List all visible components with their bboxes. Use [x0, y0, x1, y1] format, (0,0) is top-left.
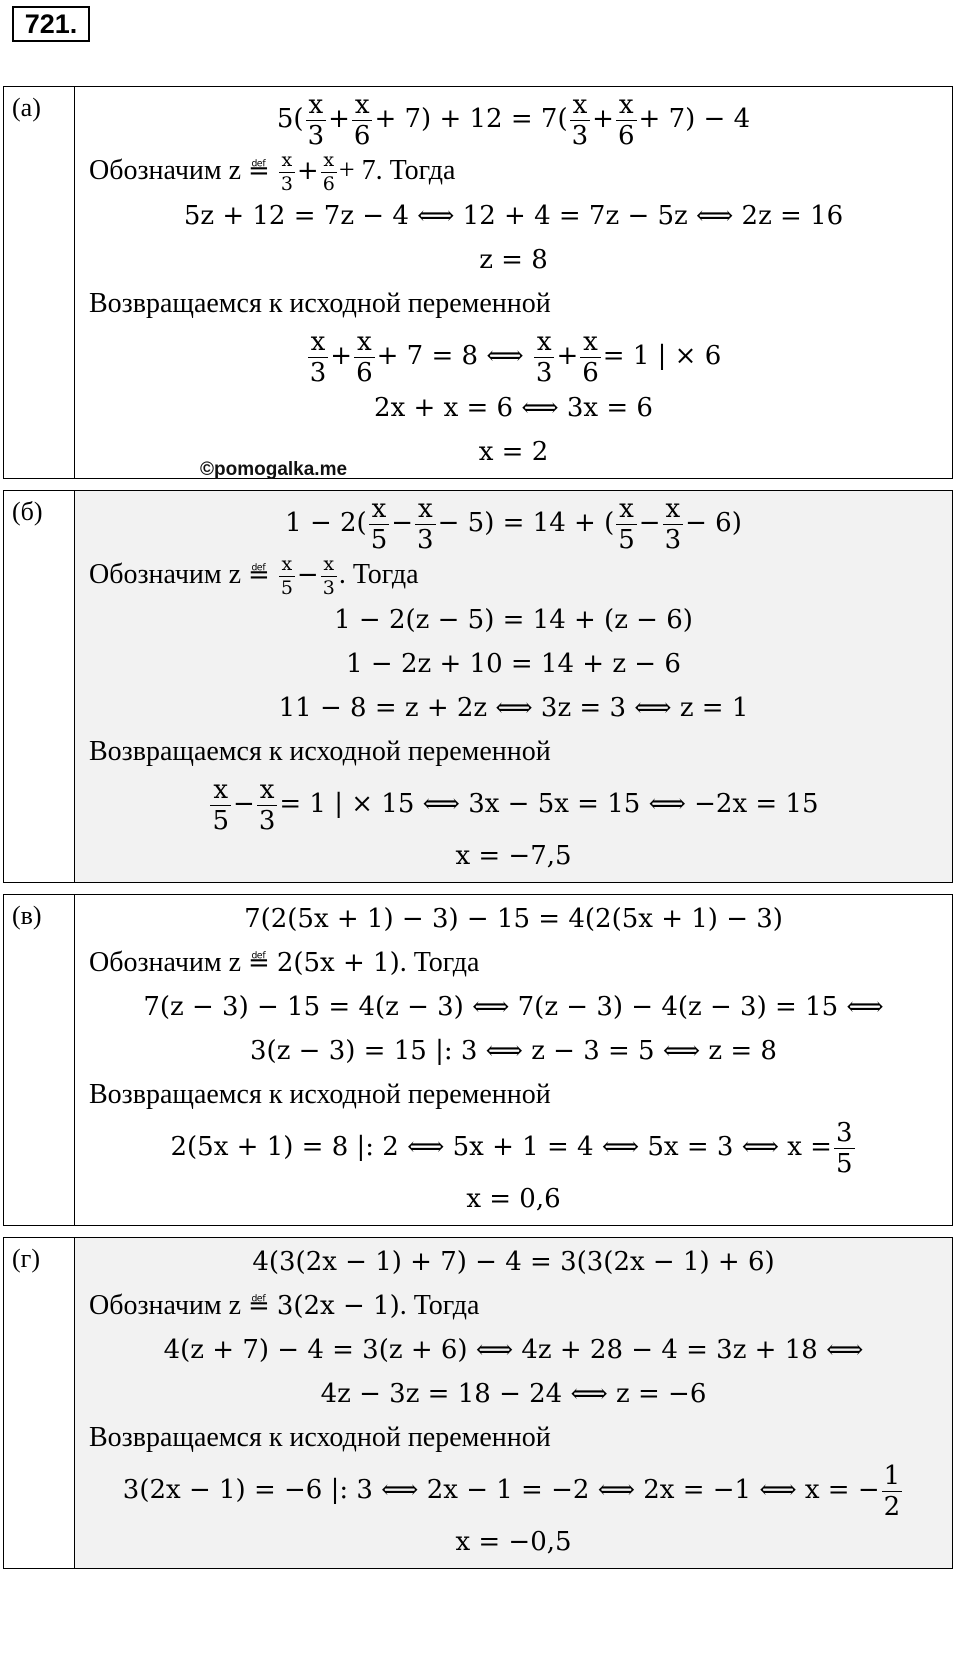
answer-line: x = −7,5	[455, 841, 572, 872]
solution-table-g	[3, 1237, 953, 1569]
solution-table-b	[3, 490, 953, 883]
return-text: Возвращаемся к исходной переменной	[89, 1079, 551, 1110]
answer-line: x = 2	[478, 437, 549, 468]
return-text: Возвращаемся к исходной переменной	[89, 736, 551, 768]
equation-g-back: 3(2x − 1) = −6 |: 3 ⟺ 2x − 1 = −2 ⟺ 2x = −1 ⟺ x = − $\frac{1}{2}$	[122, 1460, 901, 1522]
step-line: 3(z − 3) = 15 |: 3 ⟺ z − 3 = 5 ⟺ z = 8	[250, 1036, 777, 1066]
equation-b-back: $\frac{x}{5}$ − $\frac{x}{3}$ = 1 | × 15 ⟺ 3x − 5x = 15 ⟺ −2x = 15	[212, 774, 819, 836]
step-line: 7(z − 3) − 15 = 4(z − 3) ⟺ 7(z − 3) − 4(z − 3) = 15 ⟺	[143, 992, 884, 1022]
substitution-intro-v: Обозначим z ≝ 2(5x + 1). Тогда	[89, 947, 480, 978]
step-line: 1 − 2z + 10 = 14 + z − 6	[346, 649, 681, 680]
part-label-g: (г)	[4, 1238, 75, 1569]
part-body-v	[75, 895, 953, 1226]
part-label-a: (а)	[4, 87, 75, 479]
equation-a-back: $\frac{x}{3}$ + $\frac{x}{6}$ + 7 = 8 ⟺ $\frac{x}{3}$ + $\frac{x}{6}$ = 1 | × 6	[309, 326, 722, 388]
part-body-g	[75, 1238, 953, 1569]
equation-v-original: 7(2(5x + 1) − 3) − 15 = 4(2(5x + 1) − 3)	[244, 904, 783, 934]
step-line: 4z − 3z = 18 − 24 ⟺ z = −6	[320, 1379, 707, 1409]
answer-line: x = 0,6	[466, 1184, 561, 1214]
equation-a-original: 5( $\frac{x}{3}$ + $\frac{x}{6}$ + 7) + 12 = 7( $\frac{x}{3}$ + $\frac{x}{6}$ + 7) − 4	[276, 89, 751, 151]
part-body-b	[75, 491, 953, 883]
solution-table-a	[3, 86, 953, 479]
part-label-v: (в)	[4, 895, 75, 1226]
equation-b-original: 1 − 2( $\frac{x}{5}$ − $\frac{x}{3}$ − 5) = 14 + ( $\frac{x}{5}$ − $\frac{x}{3}$ − 6)	[285, 493, 742, 555]
return-text: Возвращаемся к исходной переменной	[89, 288, 551, 320]
solution-table-v	[3, 894, 953, 1226]
substitution-intro-b: Обозначим z ≝ $\frac{x}{5}$ − $\frac{x}{3}$ . Тогда	[89, 553, 419, 600]
equation-g-original: 4(3(2x − 1) + 7) − 4 = 3(3(2x − 1) + 6)	[252, 1247, 775, 1277]
part-body-a	[75, 87, 953, 479]
step-line: 2x + x = 6 ⟺ 3x = 6	[374, 393, 653, 424]
equation-v-back: 2(5x + 1) = 8 |: 2 ⟺ 5x + 1 = 4 ⟺ 5x = 3 ⟺ x = $\frac{3}{5}$	[170, 1117, 853, 1179]
step-line: 5z + 12 = 7z − 4 ⟺ 12 + 4 = 7z − 5z ⟺ 2z = 16	[183, 201, 844, 232]
step-line: 1 − 2(z − 5) = 14 + (z − 6)	[334, 605, 693, 636]
substitution-intro-g: Обозначим z ≝ 3(2x − 1). Тогда	[89, 1290, 480, 1321]
step-line: z = 8	[479, 245, 548, 276]
answer-line: x = −0,5	[455, 1527, 572, 1557]
watermark: ©pomogalka.me	[200, 459, 348, 480]
step-line: 11 − 8 = z + 2z ⟺ 3z = 3 ⟺ z = 1	[278, 693, 749, 724]
return-text: Возвращаемся к исходной переменной	[89, 1422, 551, 1453]
part-label-b: (б)	[4, 491, 75, 883]
step-line: 4(z + 7) − 4 = 3(z + 6) ⟺ 4z + 28 − 4 = 3z + 18 ⟺	[163, 1335, 864, 1365]
substitution-intro-a: Обозначим z ≝ $\frac{x}{3}$ + $\frac{x}{6}$ + 7. Тогда	[89, 149, 456, 196]
problem-number: 721.	[12, 6, 90, 42]
